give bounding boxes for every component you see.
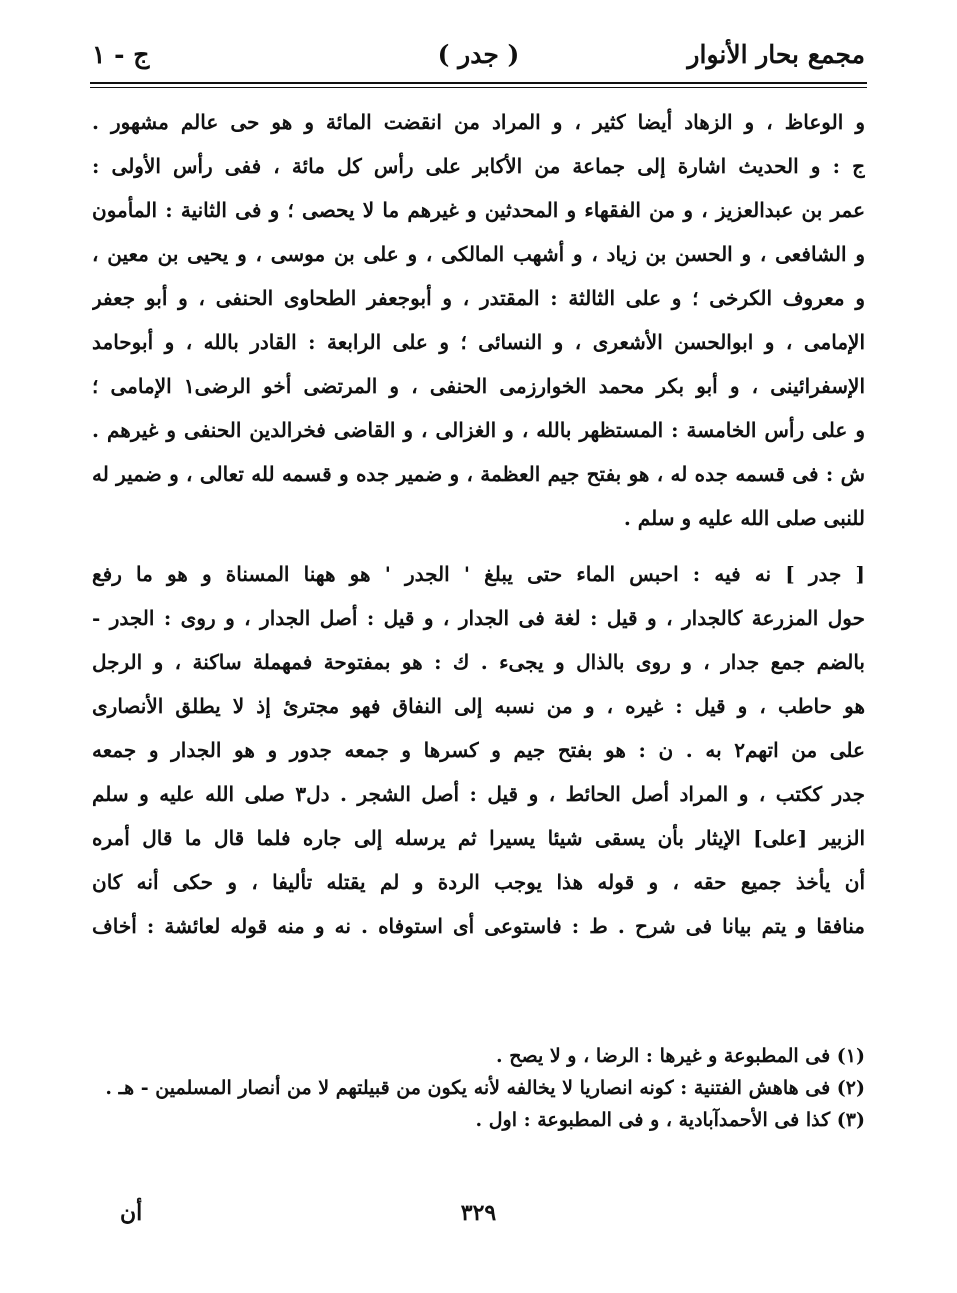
text-line: بالضم جمع جدار ، و روى بالذال و يجىء . ك : هو بمفتوحة فمهملة ساكنة ، و الرجل <box>92 650 865 674</box>
text-line: الزبير [على] الإيثار بأن يسقى شيئا يسيرا ثم يرسله إلى جاره فلما قال ما قال أمره <box>92 826 865 850</box>
running-header <box>92 30 865 78</box>
text-line: الإسفرائينى ، و أبو بكر محمد الخوارزمى الحنفى ، و المرتضى أخو الرضى١ الإمامى ؛ <box>92 374 865 398</box>
entry-heading: ( جدر ) <box>437 39 520 69</box>
footnote: (٣) كذا فى الأحمدآبادية ، و فى المطبوعة : اول . <box>475 1109 865 1131</box>
text-line: و معروف الكرخى ؛ و على الثالثة : المقتدر ، و أبوجعفر الطحاوى الحنفى ، و أبو جعفر <box>92 286 865 310</box>
main-text <box>92 100 865 948</box>
footnote: (١) فى المطبوعة و غيرها : الرضا ، و لا يصح . <box>495 1045 865 1067</box>
text-line: ج : و الحديث اشارة إلى جماعة من الأكابر على رأس كل مائة ، ففى رأس الأولى : <box>92 154 865 178</box>
text-line: و الوعاظ ، و الزهاد أيضا كثير ، و المراد من انقضت المائة و هو حى عالم مشهور . <box>92 110 865 134</box>
text-line: للنبى صلى الله عليه و سلم . <box>623 506 865 530</box>
text-line: و الشافعى ، و الحسن بن زياد ، و أشهب المالكى ، و على بن موسى ، و يحيى بن معين ، <box>92 242 865 266</box>
book-title: مجمع بحار الأنوار <box>687 39 865 69</box>
text-line: و على رأس الخامسة : المستظهر بالله ، و الغزالى ، و القاضى فخرالدين الحنفى و غيرهم . <box>92 418 865 442</box>
text-line: على من اتهم٢ به . ن : هو بفتح جيم و كسرها و جمعه جدور و هو الجدار و جمعه <box>92 738 865 762</box>
header-rule <box>90 82 867 88</box>
text-line: منافقا و يتم بيانا فى شرح . ط : فاستوعى أى استوفاه . نه و منه قوله لعائشة : أخاف <box>92 914 865 938</box>
text-line: ش : فى قسمه جده له ، هو بفتح جيم العظمة ، و ضمير جده و قسمه لله تعالى ، و ضمير له <box>92 462 865 486</box>
text-line: جدر ككتب ، و المراد أصل الحائط ، و قيل : أصل الشجر . دل٣ صلى الله عليه و سلم <box>92 782 865 806</box>
text-line: الإمامى ، و ابوالحسن الأشعرى ، و النسائى ؛ و على الرابعة : القادر بالله ، و أبوحامد <box>92 330 865 354</box>
text-line: هو حاطب ، و قيل : غيره ، و من نسبه إلى النفاق فهو مجترئ إذ لا يطلق الأنصارى <box>92 694 865 718</box>
footnote: (٢) فى هاهش الفتنية : كونه انصاريا لا يخالفه لأنه يكون من قبيلتهم لا من أنصار المسلمين - هـ . <box>105 1077 865 1099</box>
text-line: أن يأخذ جميع حقه ، و قوله هذا يوجب الردة و لم يقتله تأليفا ، و حكى أنه كان <box>92 870 865 894</box>
text-line: [ جدر ] نه فيه : احبس الماء حتى يبلغ ' الجدر ' هو ههنا المسناة و هو ما رفع <box>92 562 865 586</box>
text-line: عمر بن عبدالعزيز ، و من الفقهاء و المحدثين و غيرهم ما لا يحصى ؛ و فى الثانية : المأمون <box>92 198 865 222</box>
paragraph-1 <box>92 100 865 540</box>
paragraph-2 <box>92 552 865 948</box>
volume-number: ج - ١ <box>92 39 150 69</box>
footnotes <box>92 1040 865 1136</box>
page-number: ٣٢٩ <box>460 1200 497 1226</box>
text-line: حول المزرعة كالجدار ، و قيل : لغة فى الجدار ، و قيل : أصل الجدار ، و روى : الجدر - <box>92 606 865 630</box>
catchword: أن <box>120 1200 143 1226</box>
